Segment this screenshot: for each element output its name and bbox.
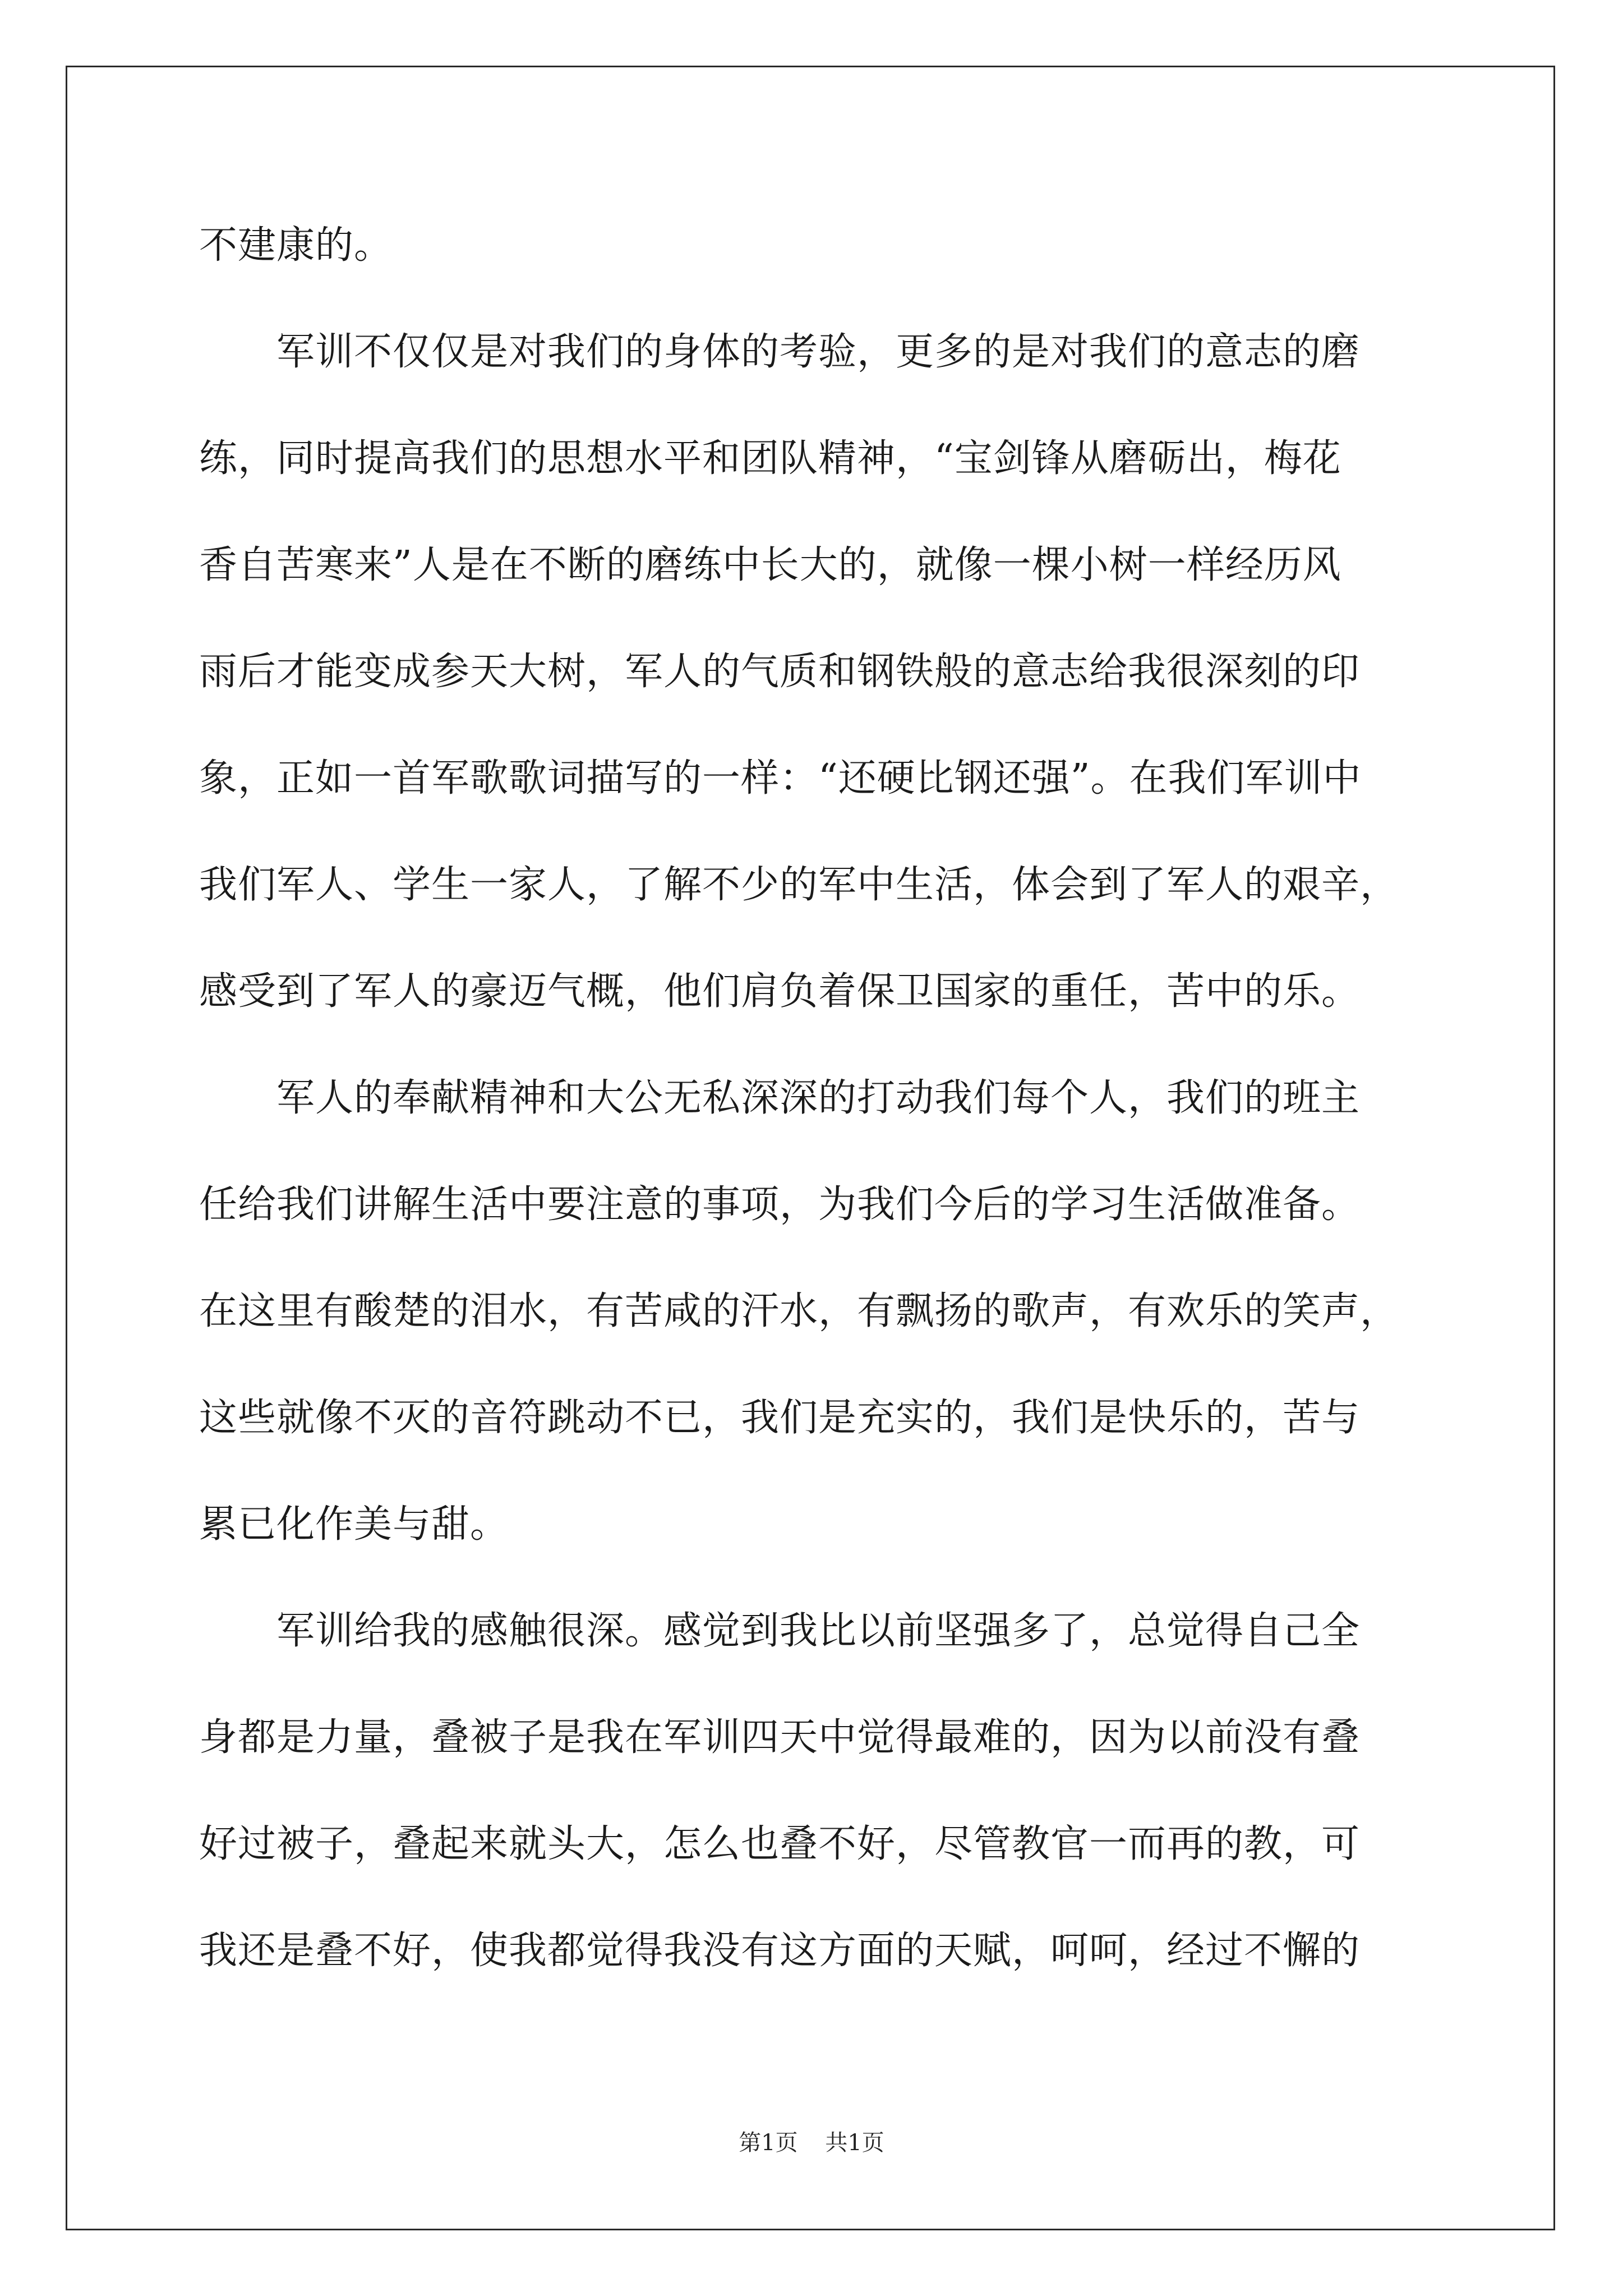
page-number: 第1页 <box>739 2130 798 2156</box>
text-line: 累已化作美与甜。 <box>199 1502 509 1547</box>
text-line: 香自苦寒来”人是在不断的磨练中长大的，就像一棵小树一样经历风 <box>199 543 1341 587</box>
text-line: 军训不仅仅是对我们的身体的考验，更多的是对我们的意志的磨 <box>199 330 1361 374</box>
text-line: 不建康的。 <box>199 223 393 268</box>
text-line: 军训给我的感触很深。感觉到我比以前坚强多了，总觉得自己全 <box>199 1609 1361 1653</box>
text-line: 在这里有酸楚的泪水，有苦咸的汗水，有飘扬的歌声，有欢乐的笑声， <box>199 1289 1399 1333</box>
page-footer <box>0 2126 1623 2160</box>
text-line: 好过被子，叠起来就头大，怎么也叠不好，尽管教官一而再的教，可 <box>199 1822 1361 1866</box>
text-line: 我还是叠不好，使我都觉得我没有这方面的天赋，呵呵，经过不懈的 <box>199 1929 1361 1973</box>
text-line: 雨后才能变成参天大树，军人的气质和钢铁般的意志给我很深刻的印 <box>199 650 1361 694</box>
text-line: 这些就像不灭的音符跳动不已，我们是充实的，我们是快乐的，苦与 <box>199 1396 1361 1440</box>
text-line: 象，正如一首军歌歌词描写的一样：“还硬比钢还强”。在我们军训中 <box>199 756 1362 800</box>
text-line: 我们军人、学生一家人，了解不少的军中生活，体会到了军人的艰辛， <box>199 863 1399 907</box>
text-line: 练，同时提高我们的思想水平和团队精神，“宝剑锋从磨砺出，梅花 <box>199 436 1341 481</box>
text-line: 身都是力量，叠被子是我在军训四天中觉得最难的，因为以前没有叠 <box>199 1715 1361 1760</box>
text-line: 军人的奉献精神和大公无私深深的打动我们每个人，我们的班主 <box>199 1076 1361 1120</box>
document-body <box>199 212 1433 2024</box>
page-total: 共1页 <box>825 2130 884 2156</box>
text-line: 感受到了军人的豪迈气概，他们肩负着保卫国家的重任，苦中的乐。 <box>199 969 1361 1014</box>
text-line: 任给我们讲解生活中要注意的事项，为我们今后的学习生活做准备。 <box>199 1182 1361 1227</box>
